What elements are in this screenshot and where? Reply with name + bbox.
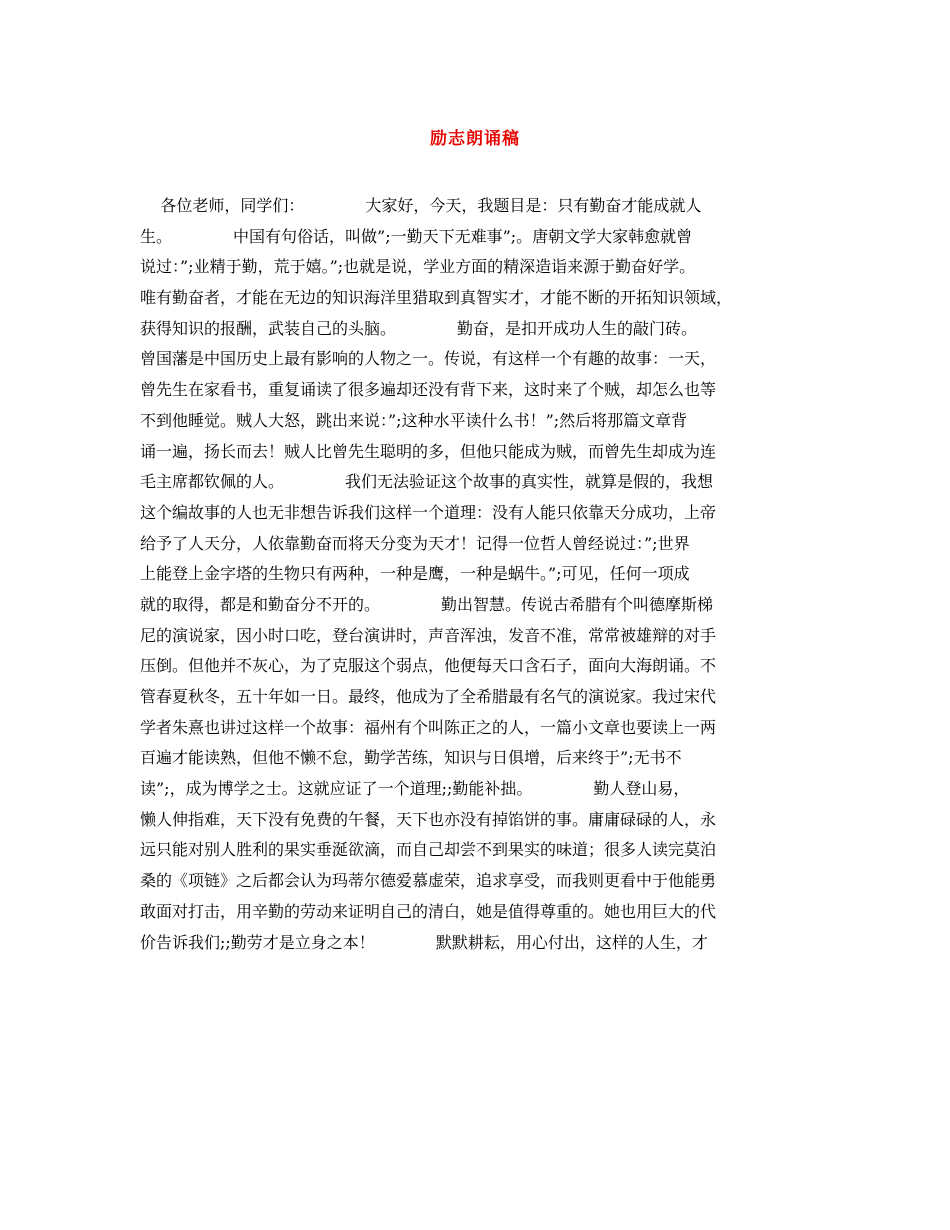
- body-line: 诵一遍，扬长而去！贼人比曾先生聪明的多，但他只能成为贼，而曾先生却成为连: [140, 441, 717, 461]
- body-line: 就的取得，都是和勤奋分不开的。 勤出智慧。传说古希腊有个叫德摩斯梯: [140, 594, 714, 614]
- body-line: 获得知识的报酬，武装自己的头脑。 勤奋，是扣开成功人生的敲门砖。: [140, 318, 698, 338]
- body-line: 压倒。但他并不灰心，为了克服这个弱点，他便每天口含石子，面向大海朗诵。不: [140, 656, 717, 676]
- document-title: 励志朗诵稿: [430, 129, 520, 149]
- body-line: 敢面对打击，用辛勤的劳动来证明自己的清白，她是值得尊重的。她也用巨大的代: [140, 901, 717, 921]
- body-line: 毛主席都钦佩的人。 我们无法验证这个故事的真实性，就算是假的，我想: [140, 472, 714, 492]
- body-line: 各位老师，同学们： 大家好，今天，我题目是：只有勤奋才能成就人: [140, 196, 702, 215]
- body-line: 价告诉我们;;勤劳才是立身之本！ 默默耕耘，用心付出，这样的人生，才: [140, 932, 708, 952]
- body-line: 曾国藩是中国历史上最有影响的人物之一。传说，有这样一个有趣的故事：一天，: [140, 349, 717, 369]
- body-line: 学者朱熹也讲过这样一个故事：福州有个叫陈正之的人，一篇小文章也要读上一两: [140, 717, 717, 737]
- body-line: 说过：”;业精于勤，荒于嬉。”;也就是说，学业方面的精深造诣来源于勤奋好学。: [140, 257, 696, 277]
- document-body: [140, 191, 820, 958]
- body-line: 给予了人天分，人依靠勤奋而将天分变为天才！记得一位哲人曾经说过：”;世界: [140, 533, 690, 553]
- body-line: 生。 中国有句俗话，叫做”;一勤天下无难事”;。唐朝文学大家韩愈就曾: [140, 226, 693, 246]
- body-line: 百遍才能读熟，但他不懒不怠，勤学苦练，知识与日俱增，后来终于”;无书不: [140, 748, 682, 768]
- body-line: 这个编故事的人也无非想告诉我们这样一个道理：没有人能只依靠天分成功，上帝: [140, 502, 717, 522]
- body-line: 远只能对别人胜利的果实垂涎欲滴，而自己却尝不到果实的味道；很多人读完莫泊: [140, 840, 717, 860]
- body-line: 曾先生在家看书，重复诵读了很多遍却还没有背下来，这时来了个贼，却怎么也等: [140, 380, 717, 400]
- body-line: 懒人伸指难，天下没有免费的午餐，天下也亦没有掉馅饼的事。庸庸碌碌的人，永: [140, 809, 717, 829]
- body-line: 管春夏秋冬，五十年如一日。最终，他成为了全希腊最有名气的演说家。我过宋代: [140, 687, 717, 706]
- body-line: 唯有勤奋者，才能在无边的知识海洋里猎取到真智实才，才能不断的开拓知识领域，: [140, 288, 733, 308]
- body-line: 桑的《项链》之后都会认为玛蒂尔德爱慕虚荣，追求享受，而我则更看中于他能勇: [140, 871, 717, 891]
- body-line: 上能登上金字塔的生物只有两种，一种是鹰，一种是蜗牛。”;可见，任何一项成: [140, 564, 690, 584]
- body-line: 读”;，成为博学之士。这就应证了一个道理;;勤能补拙。 勤人登山易，: [140, 779, 690, 799]
- body-line: 不到他睡觉。贼人大怒，跳出来说：”;这种水平读什么书！”;然后将那篇文章背: [140, 410, 688, 430]
- body-line: 尼的演说家，因小时口吃，登台演讲时，声音浑浊，发音不准，常常被雄辩的对手: [140, 625, 717, 645]
